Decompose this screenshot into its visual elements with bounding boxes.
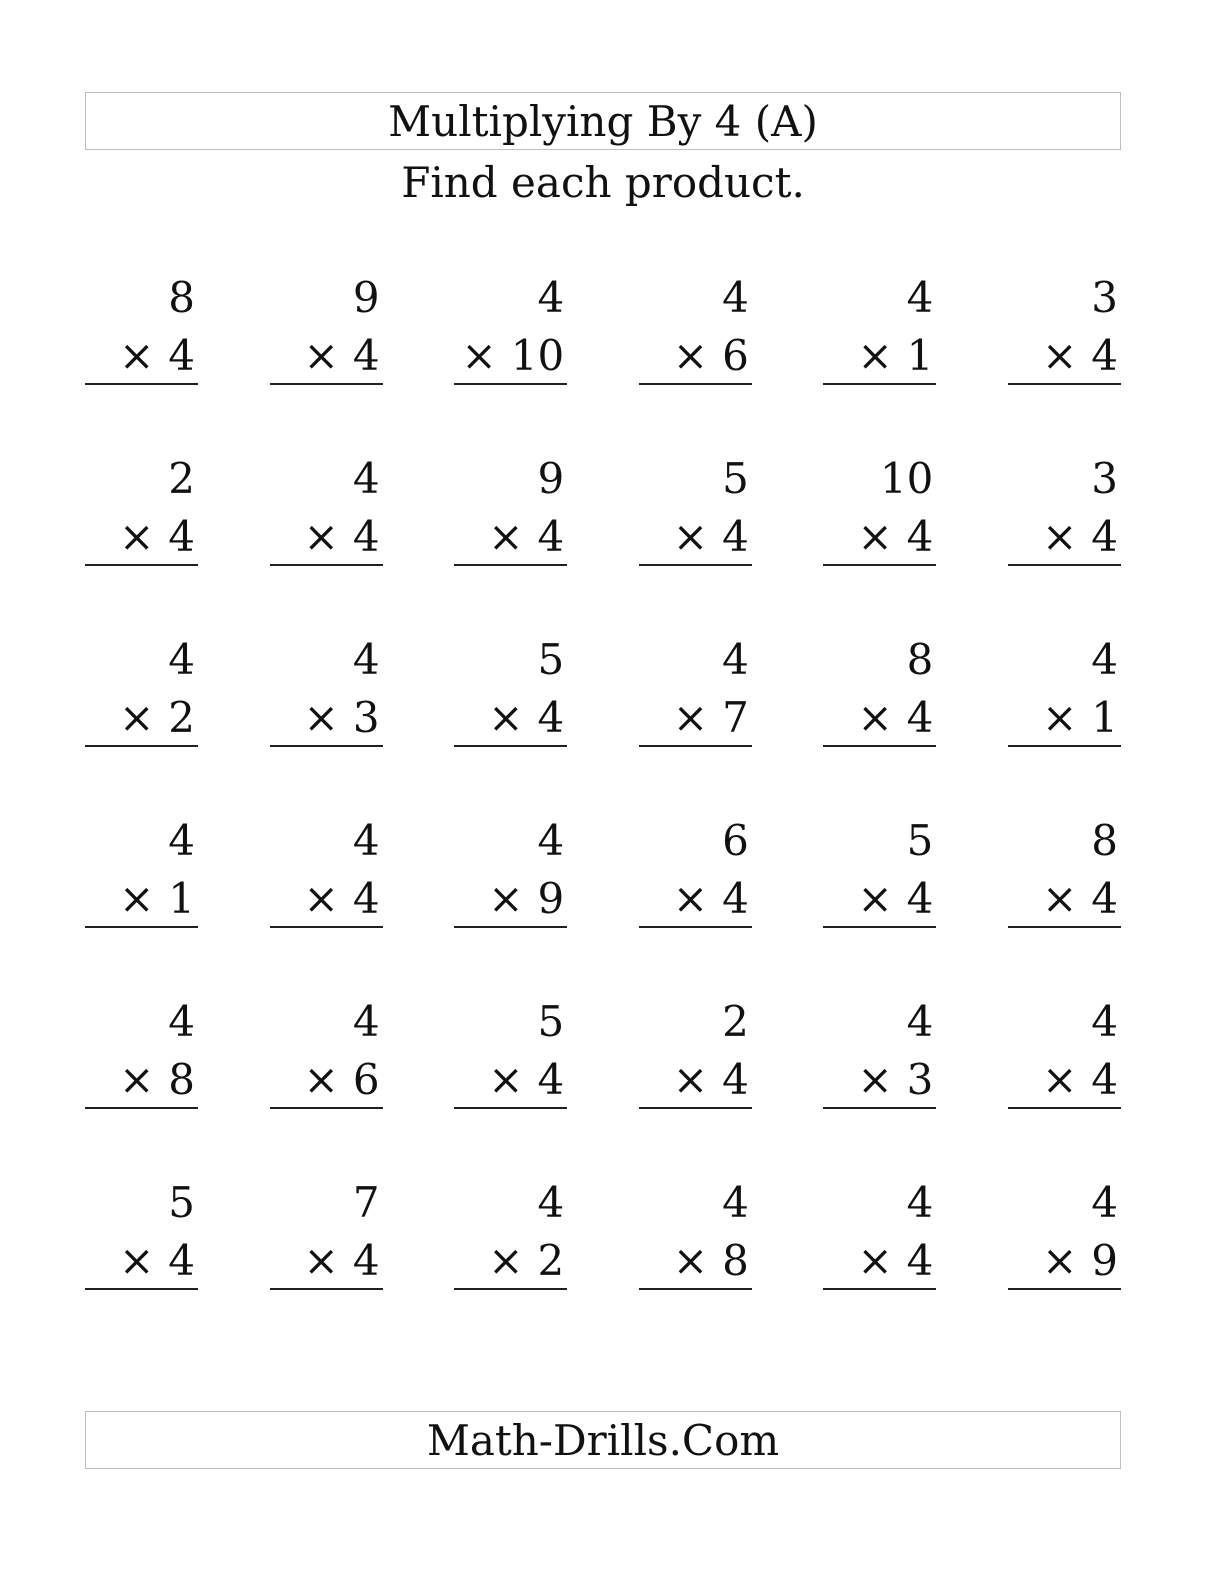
multiplication-sign: × xyxy=(672,512,709,561)
answer-line xyxy=(823,1107,936,1109)
multiplier: 8 xyxy=(168,1055,195,1104)
multiplicand: 4 xyxy=(906,997,934,1046)
problem-item xyxy=(1008,270,1121,386)
multiplier: 4 xyxy=(906,1236,934,1285)
multiplier: 9 xyxy=(537,874,565,923)
answer-line xyxy=(85,383,198,385)
worksheet-title: Multiplying By 4 (A) xyxy=(85,92,1121,150)
multiplier: 2 xyxy=(168,693,195,742)
answer-line xyxy=(270,564,383,566)
multiplier-row xyxy=(673,509,749,565)
multiplication-sign: × xyxy=(672,874,709,923)
multiplicand: 4 xyxy=(352,635,380,684)
multiplier: 4 xyxy=(1091,331,1118,380)
worksheet-instructions: Find each product. xyxy=(401,158,805,207)
multiplicand: 4 xyxy=(722,635,749,684)
multiplication-sign: × xyxy=(119,874,155,923)
multiplication-sign: × xyxy=(1042,1055,1078,1104)
multiplier: 4 xyxy=(1091,512,1118,561)
multiplier-row xyxy=(673,1052,749,1108)
multiplication-sign: × xyxy=(119,331,155,380)
multiplicand: 10 xyxy=(879,454,934,503)
problem-item xyxy=(823,451,936,567)
multiplicand: 4 xyxy=(537,816,565,865)
multiplier-row xyxy=(857,871,933,927)
multiplier-row xyxy=(673,328,749,384)
multiplication-sign: × xyxy=(303,1236,339,1285)
multiplier: 4 xyxy=(722,874,749,923)
multiplicand: 4 xyxy=(1091,1178,1118,1227)
multiplier-row xyxy=(304,871,380,927)
multiplicand: 5 xyxy=(906,816,934,865)
multiplier-row xyxy=(857,1052,933,1108)
multiplier-row xyxy=(304,690,380,746)
multiplication-sign: × xyxy=(672,693,709,742)
multiplicand: 4 xyxy=(352,816,380,865)
multiplicand: 5 xyxy=(537,635,565,684)
multiplicand: 5 xyxy=(722,454,749,503)
multiplier-row xyxy=(119,328,195,384)
answer-line xyxy=(1008,1288,1121,1290)
problem-item xyxy=(639,632,752,748)
problem-item xyxy=(639,813,752,929)
answer-line xyxy=(454,383,567,385)
multiplication-sign: × xyxy=(488,1055,524,1104)
multiplier-row xyxy=(1042,1052,1118,1108)
multiplicand: 5 xyxy=(168,1178,195,1227)
answer-line xyxy=(454,926,567,928)
multiplier-row xyxy=(304,1233,380,1289)
multiplication-sign: × xyxy=(303,693,339,742)
problem-item xyxy=(1008,632,1121,748)
answer-line xyxy=(270,383,383,385)
multiplier: 4 xyxy=(906,874,934,923)
multiplier: 3 xyxy=(906,1055,934,1104)
answer-line xyxy=(454,1288,567,1290)
problem-item xyxy=(454,632,567,748)
multiplier: 4 xyxy=(537,512,565,561)
multiplier: 4 xyxy=(1091,874,1118,923)
multiplier-row xyxy=(304,509,380,565)
multiplicand: 4 xyxy=(352,454,380,503)
multiplicand: 2 xyxy=(168,454,195,503)
multiplier: 6 xyxy=(722,331,749,380)
problem-item xyxy=(270,1175,383,1291)
multiplication-sign: × xyxy=(672,1055,709,1104)
multiplication-sign: × xyxy=(303,512,339,561)
multiplication-sign: × xyxy=(119,1055,155,1104)
multiplier: 4 xyxy=(352,331,380,380)
problem-item xyxy=(454,451,567,567)
answer-line xyxy=(270,926,383,928)
multiplicand: 6 xyxy=(722,816,749,865)
footer-site-name: Math-Drills.Com xyxy=(85,1411,1121,1469)
problem-item xyxy=(823,632,936,748)
problem-item xyxy=(270,994,383,1110)
problem-item xyxy=(1008,1175,1121,1291)
multiplier: 1 xyxy=(168,874,195,923)
answer-line xyxy=(639,1107,752,1109)
multiplier: 4 xyxy=(1091,1055,1118,1104)
problem-item xyxy=(454,1175,567,1291)
multiplier-row xyxy=(1042,690,1118,746)
answer-line xyxy=(85,1107,198,1109)
problem-item xyxy=(454,994,567,1110)
problem-item xyxy=(823,813,936,929)
multiplicand: 9 xyxy=(352,273,380,322)
multiplicand: 7 xyxy=(352,1178,380,1227)
multiplier: 4 xyxy=(906,693,934,742)
multiplication-sign: × xyxy=(1042,512,1078,561)
problem-item xyxy=(639,994,752,1110)
problem-item xyxy=(85,994,198,1110)
problem-item xyxy=(639,270,752,386)
multiplier-row xyxy=(857,1233,933,1289)
multiplication-sign: × xyxy=(857,331,893,380)
multiplier: 6 xyxy=(352,1055,380,1104)
problem-item xyxy=(270,451,383,567)
multiplier-row xyxy=(462,328,565,384)
answer-line xyxy=(639,564,752,566)
answer-line xyxy=(639,745,752,747)
multiplicand: 4 xyxy=(168,816,195,865)
multiplier: 2 xyxy=(537,1236,565,1285)
answer-line xyxy=(823,745,936,747)
answer-line xyxy=(639,926,752,928)
multiplier-row xyxy=(119,690,195,746)
multiplication-sign: × xyxy=(672,331,709,380)
multiplication-sign: × xyxy=(488,1236,524,1285)
multiplier-row xyxy=(119,1052,195,1108)
multiplier-row xyxy=(673,1233,749,1289)
multiplier-row xyxy=(1042,328,1118,384)
answer-line xyxy=(1008,564,1121,566)
multiplier: 4 xyxy=(168,331,195,380)
multiplication-sign: × xyxy=(119,512,155,561)
multiplier-row xyxy=(488,1052,564,1108)
multiplier: 4 xyxy=(722,1055,749,1104)
multiplication-sign: × xyxy=(857,512,893,561)
multiplication-sign: × xyxy=(857,693,893,742)
multiplier: 4 xyxy=(168,512,195,561)
multiplier: 4 xyxy=(352,874,380,923)
multiplier-row xyxy=(1042,509,1118,565)
answer-line xyxy=(1008,1107,1121,1109)
multiplier-row xyxy=(304,1052,380,1108)
answer-line xyxy=(1008,745,1121,747)
multiplicand: 4 xyxy=(537,1178,565,1227)
answer-line xyxy=(270,1288,383,1290)
multiplier: 7 xyxy=(722,693,749,742)
problem-item xyxy=(1008,451,1121,567)
answer-line xyxy=(639,383,752,385)
answer-line xyxy=(270,1107,383,1109)
answer-line xyxy=(823,1288,936,1290)
problem-item xyxy=(639,1175,752,1291)
answer-line xyxy=(85,745,198,747)
problem-item xyxy=(639,451,752,567)
multiplier-row xyxy=(119,1233,195,1289)
multiplier: 4 xyxy=(352,1236,380,1285)
multiplicand: 4 xyxy=(722,273,749,322)
answer-line xyxy=(823,383,936,385)
multiplicand: 8 xyxy=(906,635,934,684)
problem-item xyxy=(823,1175,936,1291)
multiplier-row xyxy=(857,690,933,746)
answer-line xyxy=(85,564,198,566)
multiplication-sign: × xyxy=(857,1055,893,1104)
multiplier-row xyxy=(488,871,564,927)
multiplier: 9 xyxy=(1091,1236,1118,1285)
multiplicand: 4 xyxy=(168,635,195,684)
multiplier-row xyxy=(488,509,564,565)
multiplier: 10 xyxy=(510,331,565,380)
multiplier-row xyxy=(119,871,195,927)
problem-item xyxy=(270,270,383,386)
multiplication-sign: × xyxy=(488,693,524,742)
multiplier: 4 xyxy=(537,693,565,742)
multiplier: 4 xyxy=(722,512,749,561)
multiplication-sign: × xyxy=(1042,331,1078,380)
multiplicand: 4 xyxy=(906,1178,934,1227)
problem-item xyxy=(454,270,567,386)
answer-line xyxy=(85,1288,198,1290)
multiplication-sign: × xyxy=(119,693,155,742)
multiplicand: 4 xyxy=(722,1178,749,1227)
multiplicand: 4 xyxy=(168,997,195,1046)
multiplicand: 4 xyxy=(1091,635,1118,684)
multiplicand: 4 xyxy=(1091,997,1118,1046)
multiplier: 4 xyxy=(352,512,380,561)
multiplier-row xyxy=(488,1233,564,1289)
multiplier-row xyxy=(857,328,933,384)
multiplication-sign: × xyxy=(303,874,339,923)
multiplier: 8 xyxy=(722,1236,749,1285)
multiplication-sign: × xyxy=(857,874,893,923)
multiplicand: 3 xyxy=(1091,454,1118,503)
answer-line xyxy=(823,926,936,928)
multiplier-row xyxy=(304,328,380,384)
problem-item xyxy=(85,270,198,386)
multiplier-row xyxy=(673,690,749,746)
multiplication-sign: × xyxy=(1042,693,1078,742)
multiplication-sign: × xyxy=(461,331,497,380)
answer-line xyxy=(1008,926,1121,928)
answer-line xyxy=(85,926,198,928)
multiplier-row xyxy=(857,509,933,565)
answer-line xyxy=(454,1107,567,1109)
answer-line xyxy=(823,564,936,566)
problem-item xyxy=(85,632,198,748)
problem-item xyxy=(823,994,936,1110)
multiplier: 4 xyxy=(168,1236,195,1285)
multiplicand: 5 xyxy=(537,997,565,1046)
multiplication-sign: × xyxy=(119,1236,155,1285)
problem-item xyxy=(454,813,567,929)
multiplication-sign: × xyxy=(488,512,524,561)
problem-item xyxy=(1008,813,1121,929)
multiplier: 3 xyxy=(352,693,380,742)
multiplication-sign: × xyxy=(1042,874,1078,923)
multiplication-sign: × xyxy=(857,1236,893,1285)
multiplication-sign: × xyxy=(488,874,524,923)
multiplication-sign: × xyxy=(672,1236,709,1285)
answer-line xyxy=(454,745,567,747)
multiplicand: 4 xyxy=(906,273,934,322)
multiplier: 1 xyxy=(1091,693,1118,742)
multiplication-sign: × xyxy=(303,1055,339,1104)
multiplicand: 9 xyxy=(537,454,565,503)
multiplicand: 4 xyxy=(537,273,565,322)
multiplication-sign: × xyxy=(303,331,339,380)
problem-item xyxy=(85,1175,198,1291)
problem-item xyxy=(270,632,383,748)
problem-item xyxy=(270,813,383,929)
problem-item xyxy=(1008,994,1121,1110)
multiplication-sign: × xyxy=(1042,1236,1078,1285)
problem-item xyxy=(85,451,198,567)
multiplier: 4 xyxy=(537,1055,565,1104)
multiplier-row xyxy=(488,690,564,746)
answer-line xyxy=(270,745,383,747)
multiplicand: 2 xyxy=(722,997,749,1046)
multiplicand: 3 xyxy=(1091,273,1118,322)
multiplier-row xyxy=(673,871,749,927)
answer-line xyxy=(1008,383,1121,385)
problem-item xyxy=(823,270,936,386)
multiplicand: 4 xyxy=(352,997,380,1046)
multiplicand: 8 xyxy=(1091,816,1118,865)
answer-line xyxy=(454,564,567,566)
multiplier-row xyxy=(1042,1233,1118,1289)
multiplier: 1 xyxy=(906,331,934,380)
multiplicand: 8 xyxy=(168,273,195,322)
problem-item xyxy=(85,813,198,929)
multiplier: 4 xyxy=(906,512,934,561)
answer-line xyxy=(639,1288,752,1290)
multiplier-row xyxy=(119,509,195,565)
multiplier-row xyxy=(1042,871,1118,927)
